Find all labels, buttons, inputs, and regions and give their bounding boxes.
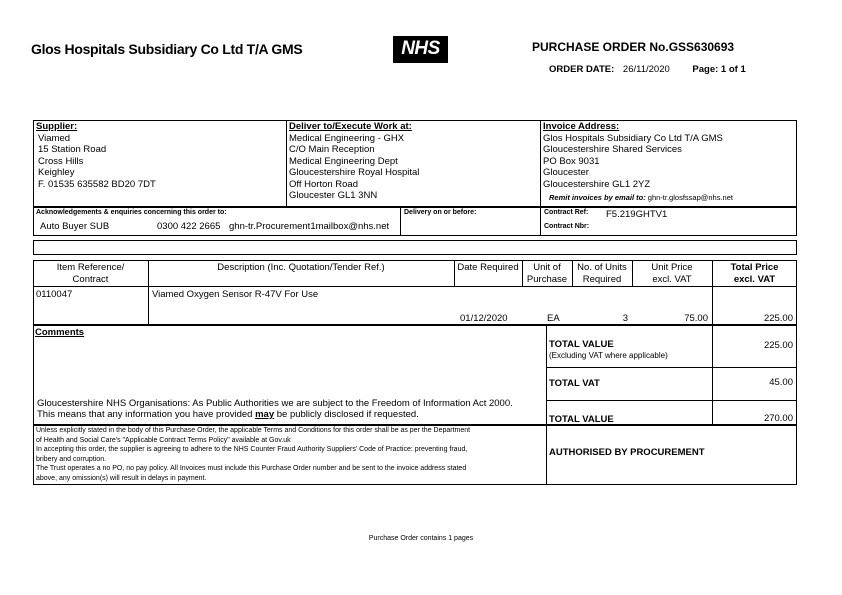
contract-ref-label: Contract Ref: xyxy=(544,209,589,216)
page-value: 1 of 1 xyxy=(720,64,746,75)
invoice-line: Gloucester xyxy=(543,167,589,178)
header-qty-line: Required xyxy=(582,273,622,285)
supplier-line: Viamed xyxy=(38,132,71,144)
header-date-required: Date Required xyxy=(457,262,519,273)
deliver-section xyxy=(289,121,419,202)
nhs-logo xyxy=(393,36,448,63)
deliver-line: C/O Main Reception xyxy=(289,144,375,155)
deliver-label: Deliver to/Execute Work at: xyxy=(289,121,412,132)
company-name: Glos Hospitals Subsidiary Co Ltd T/A GMS xyxy=(31,41,303,57)
order-date xyxy=(549,64,746,75)
deliver-line: Medical Engineering Dept xyxy=(289,155,398,167)
row-date-required: 01/12/2020 xyxy=(460,313,508,324)
foi-line-2-start: This means that any information you have provided xyxy=(37,409,253,420)
row-qty: 3 xyxy=(622,313,628,324)
terms-line: of Health and Social Care's "Applicable Contract Terms Policy" available at Gov.uk xyxy=(36,436,291,444)
foi-may: may xyxy=(255,409,275,420)
header-qty xyxy=(572,262,632,285)
row-description: Viamed Oxygen Sensor R-47V For Use xyxy=(152,289,319,300)
header-unit-price-line: excl. VAT xyxy=(652,273,692,285)
header-description: Description (Inc. Quotation/Tender Ref.) xyxy=(217,262,385,273)
comments-label: Comments xyxy=(35,327,85,338)
terms-line: In accepting this order, the supplier is agreeing to adhere to the NHS Counter Fraud Authority Suppliers' Code of Practice: preventing fraud, xyxy=(36,446,468,454)
header-qty-line: No. of Units xyxy=(577,262,627,273)
header-unit-line: Purchase xyxy=(526,273,568,285)
row-total-price: 225.00 xyxy=(763,313,793,324)
terms-line: Unless explicitly stated in the body of this Purchase Order, the applicable Terms and Conditions for this order shall be as per the Department xyxy=(36,427,471,434)
po-title-label: PURCHASE ORDER No. xyxy=(532,40,669,54)
ack-phone: 0300 422 2665 xyxy=(157,221,221,232)
header-unit-price-line: Unit Price xyxy=(651,262,693,273)
header-unit xyxy=(522,262,572,285)
ack-label: Acknowledgements & enquiries concerning this order to: xyxy=(36,209,227,216)
terms-text xyxy=(36,426,470,484)
terms-line: above, any omission(s) will result in delays in payment. xyxy=(36,474,207,482)
supplier-line: Cross Hills xyxy=(38,155,84,167)
page-label: Page: xyxy=(692,64,719,75)
invoice-section xyxy=(543,121,723,190)
header-unit-line: Unit of xyxy=(533,262,561,273)
delivery-before-label: Delivery on or before: xyxy=(404,209,477,216)
invoice-line: PO Box 9031 xyxy=(543,155,600,167)
grand-total: 270.00 xyxy=(763,413,793,424)
terms-line: The Trust operates a no PO, no pay policy. All Invoices must include this Purchase Order number and be sent to the invoice address stated xyxy=(36,465,467,473)
row-unit: EA xyxy=(547,313,560,324)
invoice-line: Gloucestershire Shared Services xyxy=(543,144,682,155)
deliver-line: Off Horton Road xyxy=(289,178,359,190)
deliver-line: Gloucestershire Royal Hospital xyxy=(289,167,420,178)
supplier-line: F. 01535 635582 BD20 7DT xyxy=(38,178,156,190)
row-item-ref: 0110047 xyxy=(36,289,73,300)
header-item-ref-line: Contract xyxy=(72,273,109,285)
header-total-price-line: excl. VAT xyxy=(733,273,776,285)
ack-email: ghn-tr.Procurement1mailbox@nhs.net xyxy=(229,221,390,232)
supplier-section xyxy=(36,121,156,190)
header-unit-price xyxy=(632,262,712,285)
header-total-price xyxy=(712,262,797,285)
ack-contact: Auto Buyer SUB xyxy=(40,221,110,232)
invoice-line: Glos Hospitals Subsidiary Co Ltd T/A GMS xyxy=(543,132,723,144)
supplier-line: Keighley xyxy=(38,167,75,178)
deliver-line: Medical Engineering - GHX xyxy=(289,132,405,144)
total-vat-label: TOTAL VAT xyxy=(549,378,600,389)
order-date-value: 26/11/2020 xyxy=(622,64,670,75)
header-item-ref-line: Item Reference/ xyxy=(56,262,125,273)
foi-line-2-end: be publicly disclosed if requested. xyxy=(276,409,419,420)
foi-line-1: Gloucestershire NHS Organisations: As Public Authorities we are subject to the Freedom of Information Act 2000. xyxy=(37,398,513,409)
total-value-note: (Excluding VAT where applicable) xyxy=(549,351,668,360)
po-title xyxy=(532,40,734,54)
total-vat: 45.00 xyxy=(769,377,793,388)
total-value: 225.00 xyxy=(763,340,793,351)
footer-page-count: Purchase Order contains 1 pages xyxy=(368,535,474,542)
supplier-label: Supplier: xyxy=(36,121,78,132)
contract-ref: F5.219GHTV1 xyxy=(606,209,668,220)
nhs-logo-text: NHS xyxy=(401,38,440,59)
header-item-ref xyxy=(33,262,148,285)
invoice-label: Invoice Address: xyxy=(543,121,620,132)
invoice-line: Gloucestershire GL1 2YZ xyxy=(543,178,651,190)
po-number: GSS630693 xyxy=(668,40,735,54)
contract-nbr-label: Contract Nbr: xyxy=(544,223,590,230)
spacer-row xyxy=(33,240,797,255)
remit-label: Remit invoices by email to: xyxy=(549,193,646,202)
order-date-label: ORDER DATE: xyxy=(549,64,615,75)
remit-invoices xyxy=(549,193,733,202)
supplier-line: 15 Station Road xyxy=(38,144,107,155)
deliver-line: Gloucester GL1 3NN xyxy=(289,190,378,201)
foi-line-2 xyxy=(37,409,419,420)
remit-email: ghn-tr.glosfssap@nhs.net xyxy=(647,193,733,202)
row-unit-price: 75.00 xyxy=(684,313,708,324)
grand-total-label: TOTAL VALUE xyxy=(549,414,614,425)
authorised-by-procurement: AUTHORISED BY PROCUREMENT xyxy=(549,447,705,458)
terms-line: bribery and corruption. xyxy=(36,455,107,463)
header-total-price-line: Total Price xyxy=(730,262,779,273)
total-value-label: TOTAL VALUE xyxy=(549,339,614,350)
